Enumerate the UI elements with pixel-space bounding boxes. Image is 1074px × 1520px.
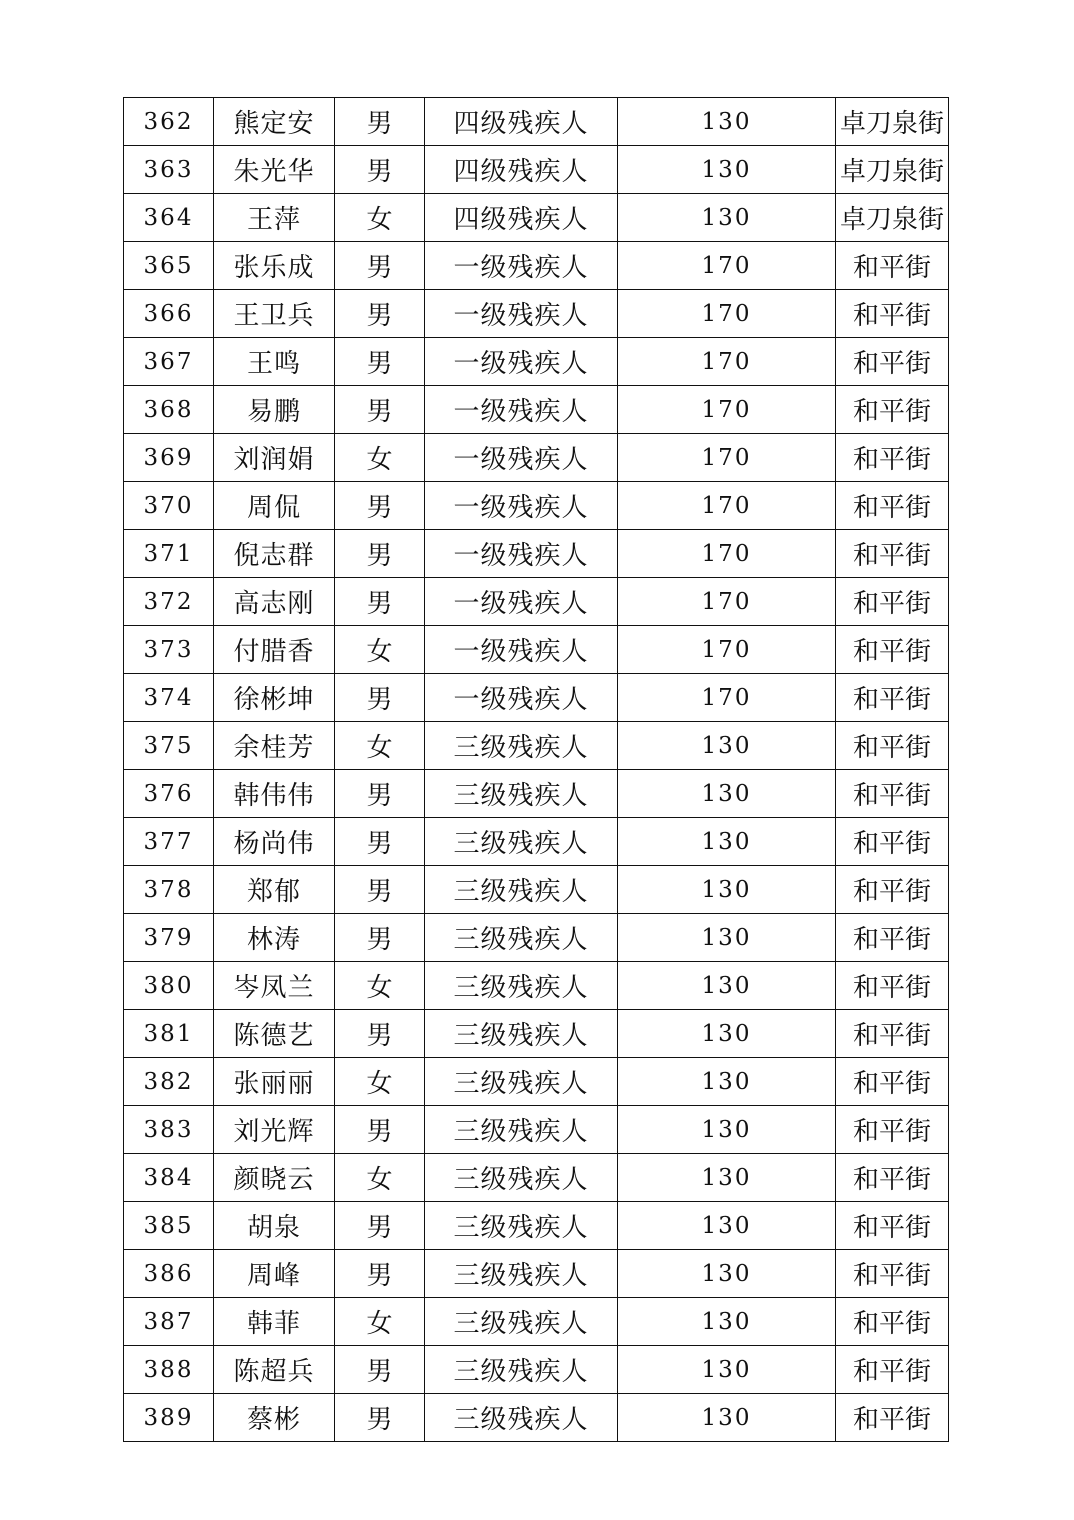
gender-cell: 男 <box>335 482 425 530</box>
street-district-cell: 和平街 <box>836 770 949 818</box>
gender-cell: 男 <box>335 578 425 626</box>
disability-level-cell: 三级残疾人 <box>425 770 618 818</box>
person-name-cell: 王萍 <box>214 194 335 242</box>
subsidy-amount-cell: 130 <box>618 1106 836 1154</box>
street-district-cell: 和平街 <box>836 1346 949 1394</box>
gender-cell: 男 <box>335 146 425 194</box>
table-row <box>124 146 949 194</box>
disability-level-cell: 三级残疾人 <box>425 1394 618 1442</box>
table-row <box>124 674 949 722</box>
table-row <box>124 770 949 818</box>
disability-level-cell: 三级残疾人 <box>425 1346 618 1394</box>
gender-cell: 男 <box>335 1202 425 1250</box>
row-number-cell: 379 <box>124 914 214 962</box>
subsidy-amount-cell: 130 <box>618 818 836 866</box>
street-district-cell: 卓刀泉街 <box>836 194 949 242</box>
subsidy-amount-cell: 170 <box>618 434 836 482</box>
person-name-cell: 余桂芳 <box>214 722 335 770</box>
disability-level-cell: 三级残疾人 <box>425 1250 618 1298</box>
subsidy-amount-cell: 130 <box>618 1394 836 1442</box>
street-district-cell: 和平街 <box>836 1202 949 1250</box>
person-name-cell: 熊定安 <box>214 98 335 146</box>
disability-level-cell: 一级残疾人 <box>425 434 618 482</box>
subsidy-amount-cell: 130 <box>618 1154 836 1202</box>
street-district-cell: 和平街 <box>836 1298 949 1346</box>
disability-level-cell: 一级残疾人 <box>425 242 618 290</box>
table-row <box>124 866 949 914</box>
person-name-cell: 张丽丽 <box>214 1058 335 1106</box>
street-district-cell: 和平街 <box>836 866 949 914</box>
subsidy-amount-cell: 130 <box>618 1202 836 1250</box>
gender-cell: 男 <box>335 1250 425 1298</box>
subsidy-amount-cell: 170 <box>618 386 836 434</box>
subsidy-amount-cell: 170 <box>618 290 836 338</box>
subsidy-table <box>123 97 949 1442</box>
disability-level-cell: 三级残疾人 <box>425 962 618 1010</box>
row-number-cell: 384 <box>124 1154 214 1202</box>
gender-cell: 男 <box>335 290 425 338</box>
person-name-cell: 林涛 <box>214 914 335 962</box>
gender-cell: 男 <box>335 770 425 818</box>
street-district-cell: 和平街 <box>836 1394 949 1442</box>
row-number-cell: 382 <box>124 1058 214 1106</box>
row-number-cell: 386 <box>124 1250 214 1298</box>
person-name-cell: 蔡彬 <box>214 1394 335 1442</box>
table-row <box>124 1010 949 1058</box>
person-name-cell: 刘润娟 <box>214 434 335 482</box>
subsidy-amount-cell: 130 <box>618 866 836 914</box>
gender-cell: 男 <box>335 530 425 578</box>
disability-level-cell: 一级残疾人 <box>425 674 618 722</box>
row-number-cell: 383 <box>124 1106 214 1154</box>
person-name-cell: 韩伟伟 <box>214 770 335 818</box>
gender-cell: 男 <box>335 818 425 866</box>
row-number-cell: 376 <box>124 770 214 818</box>
row-number-cell: 363 <box>124 146 214 194</box>
disability-level-cell: 三级残疾人 <box>425 866 618 914</box>
person-name-cell: 徐彬坤 <box>214 674 335 722</box>
table-row <box>124 242 949 290</box>
row-number-cell: 365 <box>124 242 214 290</box>
street-district-cell: 和平街 <box>836 1010 949 1058</box>
street-district-cell: 和平街 <box>836 338 949 386</box>
gender-cell: 女 <box>335 626 425 674</box>
gender-cell: 女 <box>335 962 425 1010</box>
street-district-cell: 和平街 <box>836 722 949 770</box>
subsidy-amount-cell: 130 <box>618 722 836 770</box>
gender-cell: 男 <box>335 98 425 146</box>
row-number-cell: 381 <box>124 1010 214 1058</box>
street-district-cell: 卓刀泉街 <box>836 98 949 146</box>
street-district-cell: 和平街 <box>836 914 949 962</box>
subsidy-amount-cell: 170 <box>618 482 836 530</box>
table-row <box>124 1346 949 1394</box>
gender-cell: 男 <box>335 1010 425 1058</box>
row-number-cell: 364 <box>124 194 214 242</box>
disability-level-cell: 一级残疾人 <box>425 578 618 626</box>
person-name-cell: 高志刚 <box>214 578 335 626</box>
subsidy-amount-cell: 130 <box>618 1346 836 1394</box>
disability-level-cell: 一级残疾人 <box>425 338 618 386</box>
street-district-cell: 和平街 <box>836 1154 949 1202</box>
subsidy-amount-cell: 130 <box>618 1298 836 1346</box>
row-number-cell: 374 <box>124 674 214 722</box>
gender-cell: 女 <box>335 1154 425 1202</box>
table-container <box>123 97 949 1442</box>
subsidy-amount-cell: 130 <box>618 914 836 962</box>
street-district-cell: 和平街 <box>836 674 949 722</box>
person-name-cell: 陈超兵 <box>214 1346 335 1394</box>
subsidy-amount-cell: 130 <box>618 1058 836 1106</box>
table-row <box>124 1154 949 1202</box>
gender-cell: 男 <box>335 338 425 386</box>
table-row <box>124 722 949 770</box>
disability-level-cell: 一级残疾人 <box>425 290 618 338</box>
subsidy-amount-cell: 170 <box>618 338 836 386</box>
gender-cell: 男 <box>335 242 425 290</box>
table-row <box>124 1106 949 1154</box>
person-name-cell: 郑郁 <box>214 866 335 914</box>
table-row <box>124 914 949 962</box>
disability-level-cell: 一级残疾人 <box>425 530 618 578</box>
person-name-cell: 倪志群 <box>214 530 335 578</box>
disability-level-cell: 一级残疾人 <box>425 482 618 530</box>
table-row <box>124 1058 949 1106</box>
gender-cell: 男 <box>335 674 425 722</box>
gender-cell: 男 <box>335 866 425 914</box>
subsidy-amount-cell: 130 <box>618 1010 836 1058</box>
row-number-cell: 368 <box>124 386 214 434</box>
table-row <box>124 1298 949 1346</box>
disability-level-cell: 三级残疾人 <box>425 818 618 866</box>
person-name-cell: 周侃 <box>214 482 335 530</box>
subsidy-amount-cell: 130 <box>618 146 836 194</box>
gender-cell: 男 <box>335 914 425 962</box>
person-name-cell: 胡泉 <box>214 1202 335 1250</box>
gender-cell: 男 <box>335 386 425 434</box>
street-district-cell: 和平街 <box>836 242 949 290</box>
row-number-cell: 388 <box>124 1346 214 1394</box>
person-name-cell: 刘光辉 <box>214 1106 335 1154</box>
subsidy-amount-cell: 170 <box>618 578 836 626</box>
disability-level-cell: 三级残疾人 <box>425 1010 618 1058</box>
row-number-cell: 387 <box>124 1298 214 1346</box>
subsidy-amount-cell: 170 <box>618 626 836 674</box>
table-row <box>124 818 949 866</box>
person-name-cell: 王鸣 <box>214 338 335 386</box>
gender-cell: 女 <box>335 722 425 770</box>
street-district-cell: 和平街 <box>836 434 949 482</box>
table-row <box>124 98 949 146</box>
gender-cell: 女 <box>335 1058 425 1106</box>
row-number-cell: 377 <box>124 818 214 866</box>
person-name-cell: 付腊香 <box>214 626 335 674</box>
row-number-cell: 380 <box>124 962 214 1010</box>
street-district-cell: 和平街 <box>836 578 949 626</box>
row-number-cell: 366 <box>124 290 214 338</box>
subsidy-amount-cell: 130 <box>618 962 836 1010</box>
row-number-cell: 373 <box>124 626 214 674</box>
disability-level-cell: 三级残疾人 <box>425 1058 618 1106</box>
gender-cell: 男 <box>335 1394 425 1442</box>
table-row <box>124 626 949 674</box>
table-row <box>124 434 949 482</box>
row-number-cell: 375 <box>124 722 214 770</box>
subsidy-amount-cell: 130 <box>618 1250 836 1298</box>
gender-cell: 男 <box>335 1106 425 1154</box>
disability-level-cell: 三级残疾人 <box>425 1154 618 1202</box>
disability-level-cell: 三级残疾人 <box>425 1202 618 1250</box>
disability-level-cell: 一级残疾人 <box>425 386 618 434</box>
disability-level-cell: 四级残疾人 <box>425 98 618 146</box>
person-name-cell: 易鹏 <box>214 386 335 434</box>
table-row <box>124 962 949 1010</box>
row-number-cell: 389 <box>124 1394 214 1442</box>
street-district-cell: 和平街 <box>836 818 949 866</box>
row-number-cell: 371 <box>124 530 214 578</box>
disability-level-cell: 三级残疾人 <box>425 1298 618 1346</box>
table-row <box>124 194 949 242</box>
street-district-cell: 卓刀泉街 <box>836 146 949 194</box>
person-name-cell: 岑凤兰 <box>214 962 335 1010</box>
subsidy-amount-cell: 130 <box>618 194 836 242</box>
person-name-cell: 王卫兵 <box>214 290 335 338</box>
subsidy-amount-cell: 170 <box>618 530 836 578</box>
table-row <box>124 482 949 530</box>
person-name-cell: 杨尚伟 <box>214 818 335 866</box>
table-row <box>124 1250 949 1298</box>
disability-level-cell: 三级残疾人 <box>425 914 618 962</box>
person-name-cell: 陈德艺 <box>214 1010 335 1058</box>
table-row <box>124 1202 949 1250</box>
street-district-cell: 和平街 <box>836 1058 949 1106</box>
table-row <box>124 578 949 626</box>
disability-level-cell: 三级残疾人 <box>425 1106 618 1154</box>
gender-cell: 女 <box>335 1298 425 1346</box>
subsidy-amount-cell: 130 <box>618 770 836 818</box>
disability-level-cell: 一级残疾人 <box>425 626 618 674</box>
gender-cell: 男 <box>335 1346 425 1394</box>
street-district-cell: 和平街 <box>836 626 949 674</box>
row-number-cell: 367 <box>124 338 214 386</box>
person-name-cell: 张乐成 <box>214 242 335 290</box>
disability-level-cell: 四级残疾人 <box>425 146 618 194</box>
person-name-cell: 颜晓云 <box>214 1154 335 1202</box>
street-district-cell: 和平街 <box>836 482 949 530</box>
table-row <box>124 290 949 338</box>
table-body <box>124 98 949 1442</box>
row-number-cell: 372 <box>124 578 214 626</box>
row-number-cell: 385 <box>124 1202 214 1250</box>
street-district-cell: 和平街 <box>836 530 949 578</box>
subsidy-amount-cell: 130 <box>618 98 836 146</box>
person-name-cell: 朱光华 <box>214 146 335 194</box>
disability-level-cell: 四级残疾人 <box>425 194 618 242</box>
gender-cell: 女 <box>335 434 425 482</box>
person-name-cell: 韩菲 <box>214 1298 335 1346</box>
row-number-cell: 369 <box>124 434 214 482</box>
row-number-cell: 370 <box>124 482 214 530</box>
table-row <box>124 530 949 578</box>
table-row <box>124 1394 949 1442</box>
row-number-cell: 362 <box>124 98 214 146</box>
subsidy-amount-cell: 170 <box>618 674 836 722</box>
street-district-cell: 和平街 <box>836 386 949 434</box>
street-district-cell: 和平街 <box>836 1250 949 1298</box>
gender-cell: 女 <box>335 194 425 242</box>
street-district-cell: 和平街 <box>836 1106 949 1154</box>
subsidy-amount-cell: 170 <box>618 242 836 290</box>
street-district-cell: 和平街 <box>836 290 949 338</box>
street-district-cell: 和平街 <box>836 962 949 1010</box>
disability-level-cell: 三级残疾人 <box>425 722 618 770</box>
table-row <box>124 386 949 434</box>
person-name-cell: 周峰 <box>214 1250 335 1298</box>
table-row <box>124 338 949 386</box>
row-number-cell: 378 <box>124 866 214 914</box>
